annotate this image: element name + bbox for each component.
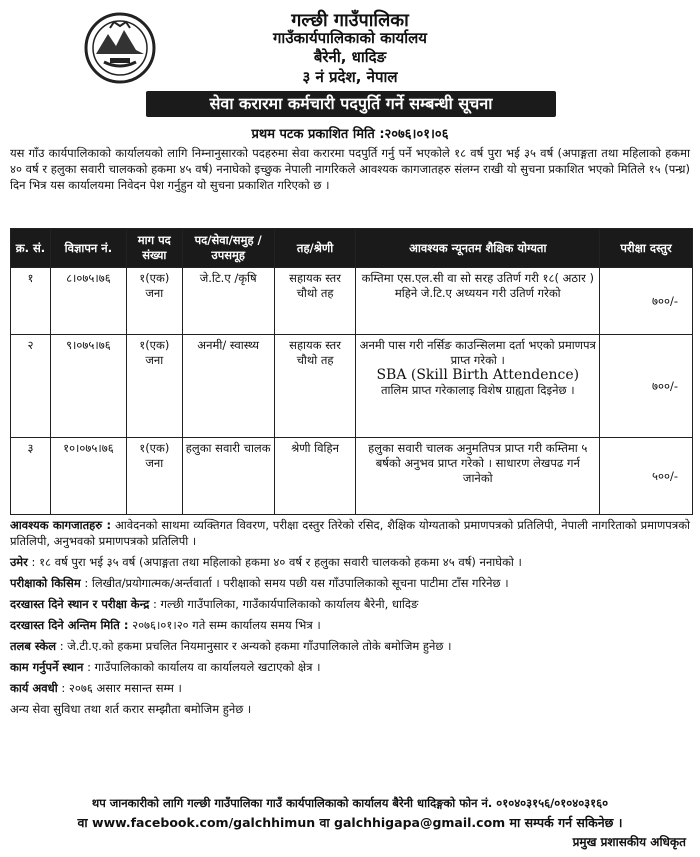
application-deadline xyxy=(10,617,690,633)
workplace-text: : गाउँपालिकाको कार्यालय वा कार्यालयले खटाएको क्षेत्र । xyxy=(87,660,321,674)
cell-level: सहायक स्तर चौथो तह xyxy=(274,335,356,438)
header-post-service: पद/सेवा/समुह /उपसमूह xyxy=(182,229,274,268)
cell-ad-number: ८।०७५।७६ xyxy=(50,268,126,335)
cell-qualification xyxy=(356,335,600,438)
header-level: तह/श्रेणी xyxy=(274,229,356,268)
office-location: बैरेनी, धादिङ xyxy=(313,48,387,66)
cell-post-count: १(एक) जना xyxy=(126,438,182,515)
header-ad-number: विज्ञापन नं. xyxy=(50,229,126,268)
exam-type-label: परीक्षाको किसिम xyxy=(10,576,81,590)
cell-level: श्रेणी विहिन xyxy=(274,438,356,515)
cell-exam-fee: ७००/- xyxy=(600,335,693,438)
table-row xyxy=(11,335,693,438)
cell-post-service: अनमी/ स्वास्थ्य xyxy=(182,335,274,438)
province-name: ३ नं प्रदेश, नेपाल xyxy=(302,68,398,86)
salary-label: तलब स्केल xyxy=(10,639,57,653)
cell-serial: ३ xyxy=(11,438,51,515)
cell-serial: १ xyxy=(11,268,51,335)
cell-ad-number: ९।०७५।७६ xyxy=(50,335,126,438)
age-requirement xyxy=(10,554,690,570)
age-text: : १८ वर्ष पुरा भई ३५ वर्ष (अपाङ्गता तथा महिलाको हकमा ४० वर्ष र हलुका सवारी चालकको हकमा ४५ वर्ष) ननाघेको । xyxy=(31,555,522,569)
header-qualification: आवश्यक न्यूनतम शैक्षिक योग्यता xyxy=(356,229,600,268)
header-exam-fee: परीक्षा दस्तुर xyxy=(600,229,693,268)
required-documents-label: आवश्यक कागजातहरु : xyxy=(10,518,112,532)
table-header-row xyxy=(11,229,693,268)
work-term xyxy=(10,680,690,696)
deadline-text: २०७६।०१।२० गते सम्म कार्यालय समय भित्र । xyxy=(132,618,321,632)
term-label: कार्य अवधी xyxy=(10,681,58,695)
venue-label: दरखास्त दिने स्थान र परीक्षा केन्द्र xyxy=(10,597,150,611)
cell-post-count: १(एक) जना xyxy=(126,335,182,438)
cell-exam-fee: ७००/- xyxy=(600,268,693,335)
salary-text: : जे.टी.ए.को हकमा प्रचलित नियमानुसार र अन्यको हकमा गाँउपालिकाले तोके बमोजिम हुनेछ । xyxy=(59,639,452,653)
required-documents xyxy=(10,517,690,549)
table-row xyxy=(11,438,693,515)
salary-scale xyxy=(10,638,690,654)
venue-text: : गल्छी गाउँपालिका, गाउँकार्यपालिकाको कार्यालय बैरेनी, धादिङ xyxy=(152,597,419,611)
contact-phone-line: थप जानकारीको लागि गल्छी गाउँपालिका गाउँ कार्यपालिकाको कार्यालय बैरेनी धादिङ्गको फोन नं. ०१०४०३१५६/०१०४०३१६० xyxy=(91,796,609,810)
qualification-text: अनमी पास गरी नर्सिङ काउन्सिलमा दर्ता भएको प्रमाणपत्र प्राप्त गरेको । xyxy=(359,338,596,367)
term-text: : २०७६ असार मसान्त सम्म । xyxy=(61,681,182,695)
notice-title-banner: सेवा करारमा कर्मचारी पदपुर्ति गर्ने सम्बन्धी सूचना xyxy=(146,91,556,117)
workplace xyxy=(10,659,690,675)
cell-qualification: हलुका सवारी चालक अनुमतिपत्र प्राप्त गरी कम्तिमा ५ बर्षको अनुभव प्राप्त गरेको । साधारण लेखपढ गर्न जानेको xyxy=(356,438,600,515)
workplace-label: काम गर्नुपर्ने स्थान xyxy=(10,660,84,674)
cell-post-service: हलुका सवारी चालक xyxy=(182,438,274,515)
header-serial: क्र. सं. xyxy=(11,229,51,268)
qualification-sba: SBA (Skill Birth Attendence) xyxy=(376,367,580,383)
cell-post-service: जे.टि.ए /कृषि xyxy=(182,268,274,335)
vacancy-table xyxy=(10,228,693,515)
cell-exam-fee: ५००/- xyxy=(600,438,693,515)
cell-serial: २ xyxy=(11,335,51,438)
signatory-title: प्रमुख प्रशासकीय अधिकृत xyxy=(572,835,686,849)
cell-qualification: कम्तिमा एस.एल.सी वा सो सरह उतिर्ण गरी १८( अठार ) महिने जे.टि.ए अध्ययन गरी उतिर्ण गरेको xyxy=(356,268,600,335)
cell-ad-number: १०।०७५।७६ xyxy=(50,438,126,515)
cell-level: सहायक स्तर चौथो तह xyxy=(274,268,356,335)
exam-type xyxy=(10,575,690,591)
municipality-name: गल्छी गाउँपालिका xyxy=(291,10,409,31)
qualification-extra: तालिम प्राप्त गरेकालाइ विशेष ग्राह्यता दिइनेछ । xyxy=(380,383,575,397)
other-conditions: अन्य सेवा सुविधा तथा शर्त करार सम्झौता बमोजिम हुनेछ । xyxy=(10,702,252,716)
intro-paragraph: यस गाँउ कार्यपालिकाको कार्यालयको लागि निम्नानुसारको पदहरुमा सेवा करारमा पदपुर्ति गर्नु पर्ने भएकोले १८ वर्ष पुरा भई ३५ वर्ष (अपाङ्गता तथा महिलाको हकमा ४० वर्ष र हलुका सवारी चालकको हकमा ४५ वर्ष) ननाघेको इच्छुक नेपाली नागरिकले आवश्यक कागजातहरु संलग्न राखी यो सुचना प्रकाशित भएको मितिले १५ (पन्ध्र) दिन भित्र यस कार्यालयमा निवेदन पेश गर्नुहुन यो सुचना प्रकाशित गरिएको छ । xyxy=(10,146,690,192)
exam-type-text: : लिखीत/प्रयोगात्मक/अर्न्तवार्ता । परीक्षाको समय पछी यस गाँउपालिकाको सूचना पाटीमा टाँस गरिनेछ । xyxy=(84,576,509,590)
contact-footer xyxy=(10,793,690,833)
required-documents-text: आवेदनको साथमा व्यक्तिगत विवरण, परीक्षा दस्तुर तिरेको रसिद, शैक्षिक योग्यताको प्रमाणपत्रको प्रतिलिपी, नेपाली नागरिताको प्रमाणपत्रको प्रतिलिपी, अनुभवको प्रमाणपत्रको प्रतिलिपी । xyxy=(10,518,691,548)
table-row xyxy=(11,268,693,335)
office-name: गाउँकार्यपालिकाको कार्यालय xyxy=(272,29,427,47)
age-label: उमेर xyxy=(10,555,28,569)
contact-web-email-line: वा www.facebook.com/galchhimun वा galchhigapa@gmail.com मा सम्पर्क गर्न सकिनेछ । xyxy=(77,815,623,830)
deadline-label: दरखास्त दिने अन्तिम मिति : xyxy=(10,618,129,632)
cell-post-count: १(एक) जना xyxy=(126,268,182,335)
publish-date: प्रथम पटक प्रकाशित मिति :२०७६।०१।०६ xyxy=(251,127,449,142)
header-post-count: माग पद संख्या xyxy=(126,229,182,268)
notice-conditions xyxy=(10,517,690,722)
application-venue xyxy=(10,596,690,612)
